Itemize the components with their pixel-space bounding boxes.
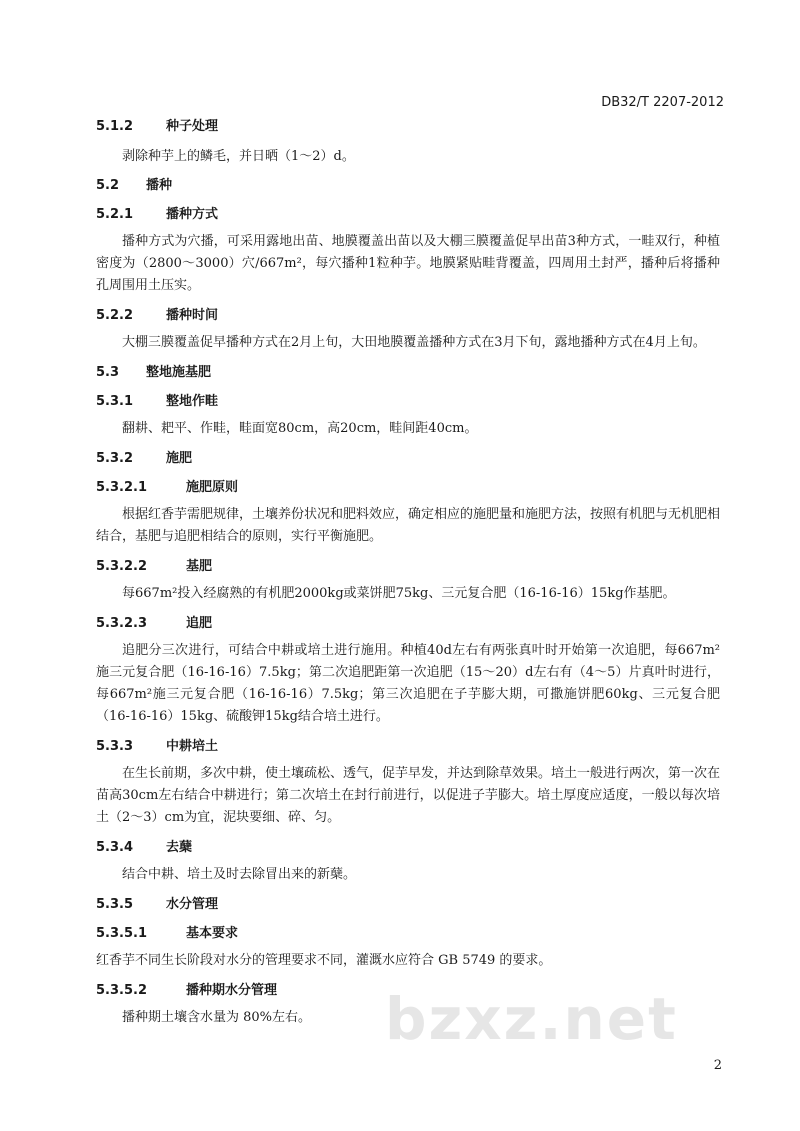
heading-5-3-1: [96, 394, 720, 410]
heading-number: 5.3.3: [96, 739, 134, 754]
paragraph: 每667m²投入经腐熟的有机肥2000kg或菜饼肥75kg、三元复合肥（16-16-16）15kg作基肥。: [122, 586, 676, 601]
heading-title: 中耕培土: [166, 739, 219, 754]
paragraph: 播种期土壤含水量为 80%左右。: [122, 1010, 312, 1025]
paragraph: 红香芋不同生长阶段对水分的管理要求不同，灌溉水应符合 GB 5749 的要求。: [96, 953, 552, 968]
heading-number: 5.3.1: [96, 394, 134, 409]
heading-5-3-2-3: [96, 616, 720, 632]
heading-5-2-2: [96, 308, 720, 324]
paragraph: 播种方式为穴播，可采用露地出苗、地膜覆盖出苗以及大棚三膜覆盖促早出苗3种方式，一畦双行，种植密度为（2800～3000）穴/667m²，每穴播种1粒种芋。地膜紧贴畦背覆盖，四周用土封严，播种后将播种孔周围用土压实。: [96, 234, 720, 293]
heading-title: 施肥原则: [186, 480, 239, 495]
heading-5-3-2: [96, 451, 720, 467]
heading-title: 施肥: [166, 451, 193, 466]
heading-number: 5.3.5: [96, 897, 134, 912]
paragraph: 根据红香芋需肥规律，土壤养份状况和肥料效应，确定相应的施肥量和施肥方法，按照有机肥与无机肥相结合，基肥与追肥相结合的原则，实行平衡施肥。: [96, 507, 721, 544]
heading-title: 播种: [146, 178, 173, 193]
watermark: bzxz.net: [385, 985, 678, 1053]
document-body: [96, 119, 720, 1029]
paragraph: 大棚三膜覆盖促早播种方式在2月上旬，大田地膜覆盖播种方式在3月下旬，露地播种方式在4月上旬。: [122, 335, 706, 350]
heading-title: 基本要求: [186, 926, 239, 941]
heading-5-2: [96, 178, 720, 194]
heading-number: 5.3.4: [96, 840, 134, 855]
heading-5-3-5-1: [96, 926, 720, 942]
heading-title: 整地施基肥: [146, 365, 212, 380]
heading-title: 种子处理: [166, 119, 219, 134]
heading-number: 5.3.2: [96, 451, 134, 466]
heading-number: 5.2.2: [96, 308, 134, 323]
heading-5-1-2: [96, 119, 720, 135]
paragraph: 翻耕、耙平、作畦，畦面宽80cm，高20cm，畦间距40cm。: [122, 421, 478, 436]
heading-title: 播种方式: [166, 207, 219, 222]
paragraph: 剥除种芋上的鳞毛，并日晒（1～2）d。: [122, 149, 355, 164]
document-code: DB32/T 2207-2012: [601, 95, 724, 110]
heading-number: 5.3.2.3: [96, 616, 147, 631]
heading-number: 5.1.2: [96, 119, 134, 134]
heading-number: 5.3.2.2: [96, 559, 147, 574]
heading-title: 播种时间: [166, 308, 219, 323]
heading-title: 基肥: [186, 559, 213, 574]
heading-title: 整地作畦: [166, 394, 219, 409]
paragraph: 在生长前期，多次中耕，使土壤疏松、透气，促芋早发，并达到除草效果。培土一般进行两次，第一次在苗高30cm左右结合中耕进行；第二次培土在封行前进行，以促进子芋膨大。培土厚度应适度，一般以每次培土（2～3）cm为宜，泥块要细、碎、匀。: [96, 766, 721, 825]
heading-title: 去蘖: [166, 840, 193, 855]
heading-title: 追肥: [186, 616, 213, 631]
page-number: 2: [713, 1058, 722, 1073]
heading-5-3-3: [96, 739, 720, 755]
heading-5-3: [96, 365, 720, 381]
heading-5-3-5: [96, 897, 720, 913]
heading-5-2-1: [96, 207, 720, 223]
paragraph: 结合中耕、培土及时去除冒出来的新蘖。: [122, 867, 357, 882]
heading-number: 5.3.5.2: [96, 983, 147, 998]
heading-5-3-2-2: [96, 559, 720, 575]
heading-5-3-2-1: [96, 480, 720, 496]
heading-number: 5.2.1: [96, 207, 134, 222]
heading-title: 播种期水分管理: [186, 983, 278, 998]
heading-number: 5.2: [96, 178, 120, 193]
heading-number: 5.3: [96, 365, 120, 380]
paragraph: 追肥分三次进行，可结合中耕或培土进行施用。种植40d左右有两张真叶时开始第一次追肥，每667m²施三元复合肥（16-16-16）7.5kg；第二次追肥距第一次追肥（15～20）d左右有（4～5）片真叶时进行，每667m²施三元复合肥（16-16-16）7.5kg；第三次追肥在子芋膨大期，可撒施饼肥60kg、三元复合肥（16-16-16）15kg、硫酸钾15kg结合培土进行。: [96, 643, 720, 724]
heading-number: 5.3.2.1: [96, 480, 147, 495]
heading-number: 5.3.5.1: [96, 926, 147, 941]
heading-5-3-4: [96, 840, 720, 856]
heading-title: 水分管理: [166, 897, 219, 912]
